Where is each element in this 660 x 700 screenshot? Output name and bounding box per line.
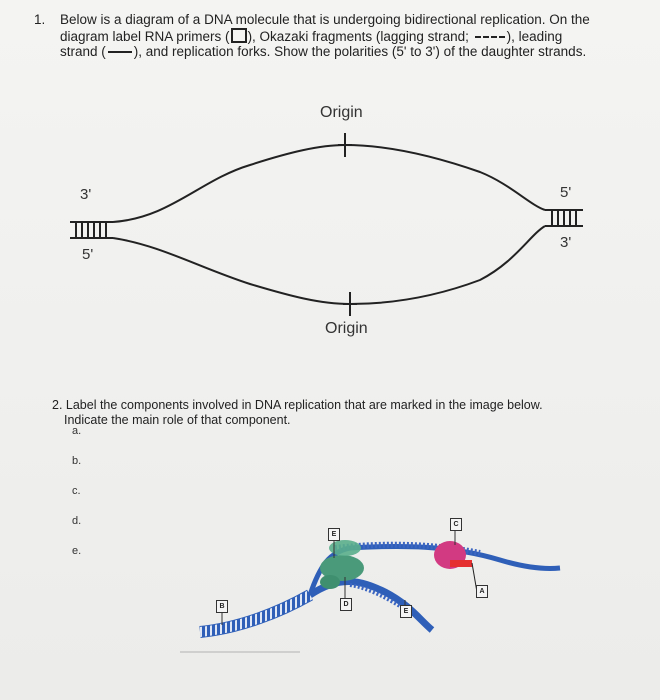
figure-label-c: C: [450, 518, 462, 531]
rna-primer: [450, 560, 472, 567]
figure-label-a: A: [476, 585, 488, 598]
answer-item-a: a.: [72, 425, 82, 437]
figure-label-e-top: E: [328, 528, 340, 541]
question-2-line-2: Indicate the main role of that component.: [64, 413, 291, 427]
answer-item-d: d.: [72, 515, 82, 527]
figure-label-b: B: [216, 600, 228, 613]
origin-bottom-label: Origin: [325, 320, 368, 337]
answer-item-b: b.: [72, 455, 82, 467]
origin-top-label: Origin: [320, 104, 363, 121]
question-1-line-2: diagram label RNA primers ( ), Okazaki fragments (lagging strand; ), leading: [60, 29, 563, 44]
question-1-line-1: Below is a diagram of a DNA molecule that is undergoing bidirectional replication. On the: [60, 12, 590, 27]
answer-item-c: c.: [72, 485, 81, 497]
question-2-line-1: 2. Label the components involved in DNA replication that are marked in the image below.: [52, 398, 543, 412]
question-1-line-3: strand ( ), and replication forks. Show the polarities (5' to 3') of the daughter strands.: [60, 44, 587, 59]
figure-label-d: D: [340, 598, 352, 611]
figure-label-e-bottom: E: [400, 605, 412, 618]
answer-item-e: e.: [72, 545, 82, 557]
right-bottom-end-label: 3': [560, 234, 572, 251]
question-1-number: 1.: [34, 12, 46, 27]
left-bottom-end-label: 5': [82, 246, 94, 263]
right-top-end-label: 5': [560, 184, 572, 201]
left-top-end-label: 3': [80, 186, 92, 203]
